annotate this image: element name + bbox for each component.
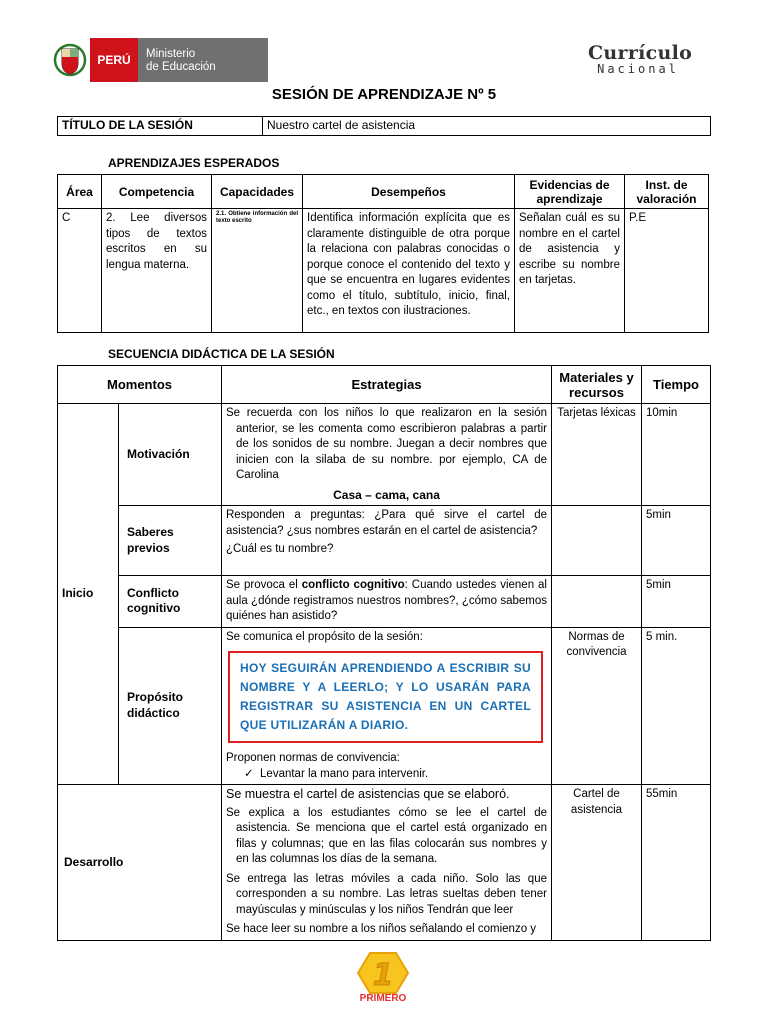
conflicto-estrategia: Se provoca el conflicto cognitivo: Cuando ustedes vienen al aula ¿dónde registramos nuestros nombres?, ¿cómo sabemos quiénes han asistido?	[222, 576, 552, 628]
secuencia-label: SECUENCIA DIDÁCTICA DE LA SESIÓN	[108, 347, 335, 361]
desarrollo-materiales: Cartel de asistencia	[552, 785, 642, 941]
moment-desarrollo: Desarrollo	[58, 785, 222, 941]
primero-number: 1	[372, 958, 394, 993]
cell-competencia: 2. Lee diversos tipos de textos escritos en su lengua materna.	[102, 209, 212, 333]
col-momentos: Momentos	[58, 366, 222, 404]
primero-label: PRIMERO	[359, 993, 407, 1004]
session-title-label: TÍTULO DE LA SESIÓN	[58, 117, 263, 136]
proposito-materiales: Normas de convivencia	[552, 627, 642, 785]
col-tiempo: Tiempo	[642, 366, 711, 404]
saberes-materiales	[552, 506, 642, 576]
aprendizajes-label: APRENDIZAJES ESPERADOS	[108, 156, 280, 170]
motivacion-tiempo: 10min	[642, 404, 711, 506]
desarrollo-tiempo: 55min	[642, 785, 711, 941]
check-icon: ✓	[244, 767, 254, 780]
page-title: SESIÓN DE APRENDIZAJE Nº 5	[271, 86, 497, 103]
cell-capacidades: 2.1. Obtiene información del texto escrito	[212, 209, 303, 333]
moment-saberes: Saberes previos	[119, 506, 222, 576]
cell-area: C	[58, 209, 102, 333]
moment-inicio: Inicio	[58, 404, 119, 785]
norma-item: ✓ Levantar la mano para intervenir.	[244, 767, 429, 780]
peru-label: PERÚ	[90, 38, 138, 82]
proposito-box: HOY SEGUIRÁN APRENDIENDO A ESCRIBIR SU NOMBRE Y A LEERLO; Y LO USARÁN PARA REGISTRAR SU ASISTENCIA EN UN CARTEL QUE UTILIZARÁN A DIARIO.	[228, 651, 543, 743]
peru-shield-icon	[50, 38, 90, 82]
moment-conflicto: Conflicto cognitivo	[119, 576, 222, 628]
cell-inst: P.E	[625, 209, 709, 333]
proposito-tiempo: 5 min.	[642, 627, 711, 785]
conflicto-materiales	[552, 576, 642, 628]
page-header	[50, 36, 710, 86]
cell-evidencias: Señalan cuál es su nombre en el cartel de asistencia y escribe su nombre en tarjetas.	[515, 209, 625, 333]
motivacion-materiales: Tarjetas léxicas	[552, 404, 642, 506]
col-inst: Inst. de valoración	[625, 175, 709, 209]
col-estrategias: Estrategias	[222, 366, 552, 404]
saberes-tiempo: 5min	[642, 506, 711, 576]
moment-proposito: Propósito didáctico	[119, 627, 222, 785]
curriculo-nacional-logo: Currículo Nacional	[588, 42, 693, 76]
desarrollo-estrategia: Se muestra el cartel de asistencias que se elaboró. Se explica a los estudiantes cómo se lee el cartel de asistencia. Se menciona que el cartel está organizado en filas y columnas; que en las filas colocarán sus nombres y en las columnas los días de la semana. Se entrega las letras móviles a cada niño. Solo las que corresponden a su nombre. Las letras sueltas deben tener mayúsculas y minúsculas y los niños Tendrán que leer Se hace leer su nombre a los niños señalando el comienzo y	[222, 785, 552, 941]
secuencia-table	[57, 365, 711, 941]
aprendizajes-table	[57, 174, 709, 333]
proposito-estrategia: Se comunica el propósito de la sesión: HOY SEGUIRÁN APRENDIENDO A ESCRIBIR SU NOMBRE Y A LEERLO; Y LO USARÁN PARA REGISTRAR SU ASISTENCIA EN UN CARTEL QUE UTILIZARÁN A DIARIO. Proponen normas de convivencia: ✓ Levantar la mano para intervenir.	[222, 627, 552, 785]
session-title-value: Nuestro cartel de asistencia	[263, 117, 711, 136]
col-area: Área	[58, 175, 102, 209]
moment-motivacion: Motivación	[119, 404, 222, 506]
col-capacidades: Capacidades	[212, 175, 303, 209]
col-materiales: Materiales y recursos	[552, 366, 642, 404]
cell-desempenos: Identifica información explícita que es claramente distinguible de otra porque la relaciona con palabras conocidas o porque conoce el contenido del texto y que se encuentra en lugares evidentes como el título, subtítulo, inicio, final, etc., en textos con ilustraciones.	[303, 209, 515, 333]
minedu-logo	[50, 38, 268, 82]
conflicto-tiempo: 5min	[642, 576, 711, 628]
col-desempenos: Desempeños	[303, 175, 515, 209]
col-competencia: Competencia	[102, 175, 212, 209]
saberes-estrategia: Responden a preguntas: ¿Para qué sirve el cartel de asistencia? ¿sus nombres estarán en el cartel de asistencia? ¿Cuál es tu nombre?	[222, 506, 552, 576]
ministerio-label: Ministerio de Educación	[138, 38, 268, 82]
col-evidencias: Evidencias de aprendizaje	[515, 175, 625, 209]
session-title-table	[57, 116, 711, 136]
motivacion-estrategia: Se recuerda con los niños lo que realizaron en la sesión anterior, se les comenta como escribieron palabras a partir de los sonidos de su nombre. Juegan a decir nombres que inicien con la silaba de su nombre. por ejemplo, CA de Carolina Casa – cama, cana	[222, 404, 552, 506]
